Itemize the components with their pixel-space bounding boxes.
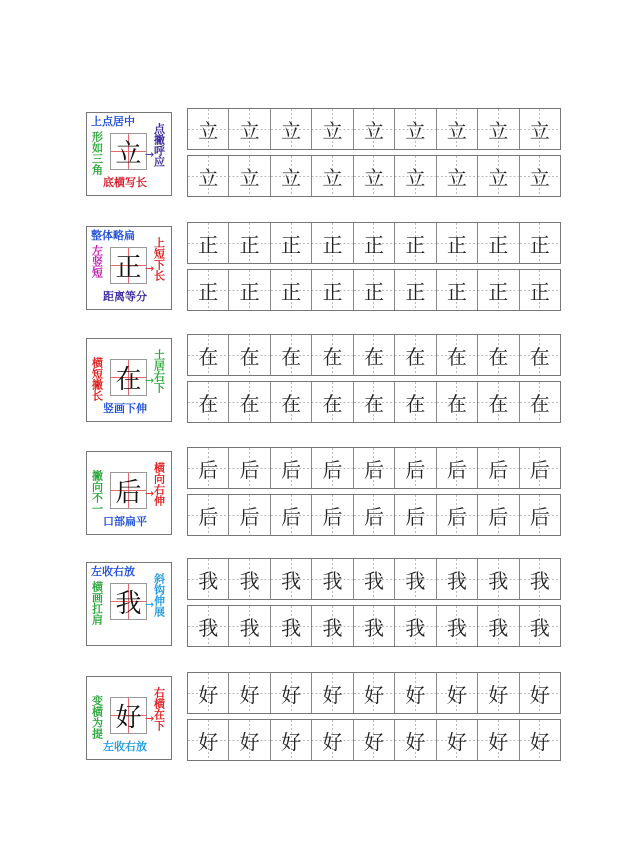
stroke-guide-card bbox=[86, 562, 172, 646]
practice-cell[interactable]: 好 bbox=[437, 673, 478, 713]
practice-cell[interactable]: 后 bbox=[271, 448, 312, 488]
practice-cell[interactable]: 好 bbox=[229, 673, 270, 713]
note-bottom: 左收右放 bbox=[103, 740, 147, 753]
practice-cell[interactable]: 好 bbox=[437, 720, 478, 760]
practice-cell[interactable]: 在 bbox=[395, 382, 436, 422]
practice-cell[interactable]: 我 bbox=[520, 559, 560, 599]
practice-cell[interactable]: 立 bbox=[312, 109, 353, 149]
practice-row bbox=[187, 719, 561, 761]
practice-cell[interactable]: 好 bbox=[188, 673, 229, 713]
practice-cell[interactable]: 好 bbox=[271, 720, 312, 760]
practice-cell[interactable]: 立 bbox=[188, 109, 229, 149]
practice-cell[interactable]: 好 bbox=[520, 720, 560, 760]
practice-cell[interactable]: 正 bbox=[312, 270, 353, 310]
practice-cell[interactable]: 好 bbox=[478, 720, 519, 760]
note-left: 左竖短 bbox=[90, 245, 104, 278]
practice-cell[interactable]: 好 bbox=[312, 673, 353, 713]
practice-cell[interactable]: 立 bbox=[437, 156, 478, 196]
practice-cell[interactable]: 好 bbox=[478, 673, 519, 713]
practice-cell[interactable]: 在 bbox=[354, 382, 395, 422]
practice-row bbox=[187, 108, 561, 150]
guide-character: 正 bbox=[115, 253, 142, 283]
practice-cell[interactable]: 正 bbox=[520, 223, 560, 263]
practice-cell[interactable]: 立 bbox=[188, 156, 229, 196]
practice-cell[interactable]: 正 bbox=[520, 270, 560, 310]
note-left: 横画扛肩 bbox=[90, 581, 104, 625]
arrow-icon: → bbox=[145, 487, 155, 500]
practice-cell[interactable]: 我 bbox=[395, 559, 436, 599]
practice-cell[interactable]: 正 bbox=[188, 223, 229, 263]
guide-box bbox=[110, 583, 147, 620]
practice-cell[interactable]: 好 bbox=[271, 673, 312, 713]
practice-cell[interactable]: 在 bbox=[354, 335, 395, 375]
practice-cell[interactable]: 后 bbox=[312, 448, 353, 488]
practice-cell[interactable]: 后 bbox=[188, 448, 229, 488]
practice-cell[interactable]: 后 bbox=[520, 448, 560, 488]
practice-row bbox=[187, 334, 561, 376]
practice-cell[interactable]: 后 bbox=[395, 448, 436, 488]
practice-cell[interactable]: 我 bbox=[437, 559, 478, 599]
practice-cell[interactable]: 后 bbox=[478, 448, 519, 488]
guide-box bbox=[110, 133, 147, 170]
note-bottom: 距离等分 bbox=[103, 290, 147, 303]
practice-cell[interactable]: 正 bbox=[478, 270, 519, 310]
practice-cell[interactable]: 后 bbox=[437, 495, 478, 535]
practice-cell[interactable]: 正 bbox=[478, 223, 519, 263]
character-section bbox=[0, 226, 640, 326]
arrow-icon: → bbox=[145, 374, 155, 387]
practice-cell[interactable]: 后 bbox=[437, 448, 478, 488]
practice-cell[interactable]: 在 bbox=[478, 382, 519, 422]
practice-cell[interactable]: 立 bbox=[395, 109, 436, 149]
note-bottom: 竖画下伸 bbox=[103, 402, 147, 415]
practice-cell[interactable]: 在 bbox=[478, 335, 519, 375]
practice-cell[interactable]: 我 bbox=[354, 559, 395, 599]
arrow-icon: → bbox=[145, 712, 155, 725]
note-top: 上点居中 bbox=[91, 115, 135, 128]
practice-cell[interactable]: 立 bbox=[478, 156, 519, 196]
practice-cell[interactable]: 我 bbox=[188, 606, 229, 646]
practice-cell[interactable]: 立 bbox=[229, 109, 270, 149]
practice-row bbox=[187, 447, 561, 489]
practice-cell[interactable]: 在 bbox=[271, 335, 312, 375]
note-right: 土居右下 bbox=[152, 349, 166, 393]
practice-cell[interactable]: 立 bbox=[312, 156, 353, 196]
practice-cell[interactable]: 在 bbox=[312, 335, 353, 375]
practice-cell[interactable]: 正 bbox=[312, 223, 353, 263]
guide-box bbox=[110, 697, 147, 734]
practice-cell[interactable]: 我 bbox=[395, 606, 436, 646]
practice-cell[interactable]: 立 bbox=[229, 156, 270, 196]
practice-cell[interactable]: 我 bbox=[478, 606, 519, 646]
practice-cell[interactable]: 正 bbox=[229, 223, 270, 263]
practice-cell[interactable]: 我 bbox=[437, 606, 478, 646]
practice-cell[interactable]: 好 bbox=[354, 673, 395, 713]
note-right: 斜钩伸展 bbox=[152, 573, 166, 617]
character-section bbox=[0, 562, 640, 662]
practice-cell[interactable]: 我 bbox=[271, 606, 312, 646]
practice-cell[interactable]: 后 bbox=[229, 495, 270, 535]
practice-cell[interactable]: 立 bbox=[271, 156, 312, 196]
practice-cell[interactable]: 正 bbox=[437, 223, 478, 263]
note-top: 整体略扁 bbox=[91, 229, 135, 242]
note-bottom: 口部扁平 bbox=[103, 515, 147, 528]
practice-cell[interactable]: 正 bbox=[271, 270, 312, 310]
practice-cell[interactable]: 立 bbox=[520, 109, 560, 149]
practice-cell[interactable]: 好 bbox=[395, 673, 436, 713]
arrow-icon: → bbox=[145, 148, 155, 161]
practice-cell[interactable]: 后 bbox=[354, 448, 395, 488]
guide-character: 好 bbox=[115, 703, 142, 733]
practice-cell[interactable]: 立 bbox=[437, 109, 478, 149]
practice-row bbox=[187, 155, 561, 197]
practice-row bbox=[187, 269, 561, 311]
practice-cell[interactable]: 我 bbox=[188, 559, 229, 599]
note-right: 点撇呼应 bbox=[152, 123, 166, 167]
practice-cell[interactable]: 立 bbox=[354, 109, 395, 149]
practice-cell[interactable]: 正 bbox=[188, 270, 229, 310]
practice-cell[interactable]: 正 bbox=[354, 270, 395, 310]
practice-cell[interactable]: 好 bbox=[229, 720, 270, 760]
character-section bbox=[0, 112, 640, 212]
practice-cell[interactable]: 后 bbox=[312, 495, 353, 535]
guide-box bbox=[110, 472, 147, 509]
practice-cell[interactable]: 后 bbox=[354, 495, 395, 535]
practice-cell[interactable]: 我 bbox=[229, 559, 270, 599]
practice-cell[interactable]: 后 bbox=[188, 495, 229, 535]
practice-cell[interactable]: 立 bbox=[271, 109, 312, 149]
practice-cell[interactable]: 正 bbox=[229, 270, 270, 310]
note-bottom: 底横写长 bbox=[103, 176, 147, 189]
stroke-guide-card bbox=[86, 451, 172, 535]
character-section bbox=[0, 676, 640, 776]
practice-cell[interactable]: 后 bbox=[478, 495, 519, 535]
practice-cell[interactable]: 在 bbox=[437, 382, 478, 422]
practice-row bbox=[187, 494, 561, 536]
practice-cell[interactable]: 好 bbox=[395, 720, 436, 760]
practice-cell[interactable]: 我 bbox=[229, 606, 270, 646]
character-section bbox=[0, 451, 640, 551]
note-right: 横向右伸 bbox=[152, 462, 166, 506]
practice-cell[interactable]: 在 bbox=[395, 335, 436, 375]
practice-cell[interactable]: 立 bbox=[520, 156, 560, 196]
character-section bbox=[0, 338, 640, 438]
practice-cell[interactable]: 我 bbox=[354, 606, 395, 646]
guide-box bbox=[110, 247, 147, 284]
practice-cell[interactable]: 在 bbox=[188, 335, 229, 375]
note-left: 横短撇长 bbox=[90, 357, 104, 401]
practice-cell[interactable]: 好 bbox=[312, 720, 353, 760]
practice-cell[interactable]: 正 bbox=[395, 270, 436, 310]
stroke-guide-card bbox=[86, 676, 172, 760]
arrow-icon: → bbox=[145, 598, 155, 611]
guide-box bbox=[110, 359, 147, 396]
practice-cell[interactable]: 我 bbox=[520, 606, 560, 646]
practice-cell[interactable]: 后 bbox=[520, 495, 560, 535]
practice-cell[interactable]: 好 bbox=[520, 673, 560, 713]
practice-cell[interactable]: 在 bbox=[312, 382, 353, 422]
practice-cell[interactable]: 在 bbox=[271, 382, 312, 422]
practice-cell[interactable]: 正 bbox=[395, 223, 436, 263]
practice-cell[interactable]: 我 bbox=[312, 606, 353, 646]
note-top: 左收右放 bbox=[91, 565, 135, 578]
practice-cell[interactable]: 好 bbox=[354, 720, 395, 760]
practice-row bbox=[187, 381, 561, 423]
practice-cell[interactable]: 好 bbox=[188, 720, 229, 760]
practice-cell[interactable]: 在 bbox=[437, 335, 478, 375]
practice-cell[interactable]: 我 bbox=[478, 559, 519, 599]
practice-row bbox=[187, 605, 561, 647]
practice-cell[interactable]: 在 bbox=[520, 382, 560, 422]
practice-row bbox=[187, 558, 561, 600]
practice-cell[interactable]: 后 bbox=[271, 495, 312, 535]
practice-cell[interactable]: 后 bbox=[229, 448, 270, 488]
practice-cell[interactable]: 后 bbox=[395, 495, 436, 535]
stroke-guide-card bbox=[86, 226, 172, 310]
note-left: 变横为提 bbox=[90, 695, 104, 739]
practice-cell[interactable]: 正 bbox=[271, 223, 312, 263]
note-left: 撇向不一 bbox=[90, 470, 104, 514]
practice-row bbox=[187, 222, 561, 264]
note-right: 上短下长 bbox=[152, 237, 166, 281]
guide-character: 后 bbox=[115, 478, 142, 508]
practice-cell[interactable]: 在 bbox=[229, 382, 270, 422]
stroke-guide-card bbox=[86, 338, 172, 422]
practice-row bbox=[187, 672, 561, 714]
note-left: 形如三角 bbox=[90, 131, 104, 175]
practice-cell[interactable]: 在 bbox=[188, 382, 229, 422]
practice-cell[interactable]: 在 bbox=[229, 335, 270, 375]
note-right: 右横在下 bbox=[152, 687, 166, 731]
practice-cell[interactable]: 在 bbox=[520, 335, 560, 375]
practice-cell[interactable]: 正 bbox=[437, 270, 478, 310]
practice-cell[interactable]: 立 bbox=[478, 109, 519, 149]
practice-cell[interactable]: 立 bbox=[395, 156, 436, 196]
practice-cell[interactable]: 立 bbox=[354, 156, 395, 196]
practice-cell[interactable]: 我 bbox=[312, 559, 353, 599]
guide-character: 我 bbox=[115, 589, 142, 619]
practice-cell[interactable]: 正 bbox=[354, 223, 395, 263]
guide-character: 在 bbox=[115, 365, 142, 395]
stroke-guide-card bbox=[86, 112, 172, 196]
arrow-icon: → bbox=[145, 262, 155, 275]
practice-cell[interactable]: 我 bbox=[271, 559, 312, 599]
guide-character: 立 bbox=[115, 139, 142, 169]
